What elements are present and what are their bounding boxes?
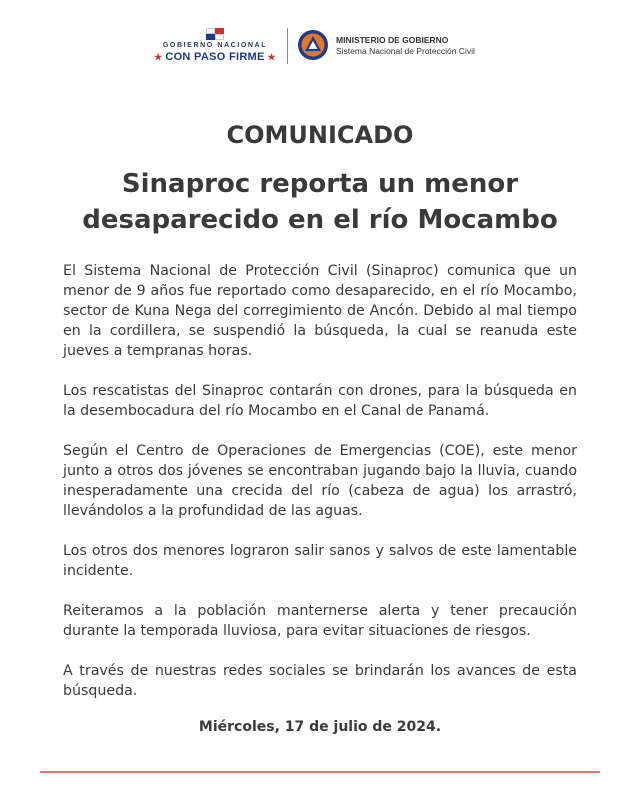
paragraph: El Sistema Nacional de Protección Civil (Sinaproc) comunica que un menor de 9 años fue reportado como desaparecido, en el río Mocambo, sector de Kuna Nega del corregimiento de Ancón. Debido al mal tiempo en la cordillera, se suspendió la búsqueda, la cual se reanuda este jueves a tempranas horas. <box>63 263 577 359</box>
paragraph: Reiteramos a la población manternerse alerta y tener precaución durante la temporada lluviosa, para evitar situaciones de riesgos. <box>63 603 577 639</box>
con-paso-firme-text: ★ CON PASO FIRME ★ <box>154 51 276 63</box>
footer-rule <box>40 771 600 773</box>
document-date: Miércoles, 17 de julio de 2024. <box>198 719 442 735</box>
star-icon: ★ <box>264 52 276 62</box>
header-divider <box>287 28 288 64</box>
headline-line-2: desaparecido en el río Mocambo <box>82 205 558 235</box>
headline-line-1: Sinaproc reporta un menor <box>121 169 519 199</box>
ministry-title: MINISTERIO DE GOBIERNO <box>336 35 449 45</box>
paragraph: A través de nuestras redes sociales se brindarán los avances de esta búsqueda. <box>63 663 577 699</box>
panama-flag-icon <box>206 28 224 40</box>
paragraph: Los rescatistas del Sinaproc contarán con drones, para la búsqueda en la desembocadura del río Mocambo en el Canal de Panamá. <box>63 383 577 419</box>
star-icon: ★ <box>154 52 166 62</box>
body-text <box>63 261 577 721</box>
paragraph: Los otros dos menores lograron salir sanos y salvos de este lamentable incidente. <box>63 543 577 579</box>
headline <box>60 166 580 238</box>
gobierno-nacional-logo <box>150 26 280 66</box>
sinaproc-shield-icon <box>297 29 329 61</box>
document-header <box>0 26 640 66</box>
paragraph: Según el Centro de Operaciones de Emergencias (COE), este menor junto a otros dos jóvenes se encontraban jugando bajo la lluvia, cuando inesperadamente una crecida del río (cabeza de agua) los arrastró, llevándolos a la profundidad de las aguas. <box>63 443 577 519</box>
gobierno-nacional-text: GOBIERNO NACIONAL <box>162 42 268 49</box>
document-label: COMUNICADO <box>226 121 414 149</box>
ministry-subtitle: Sistema Nacional de Protección Civil <box>336 46 475 56</box>
